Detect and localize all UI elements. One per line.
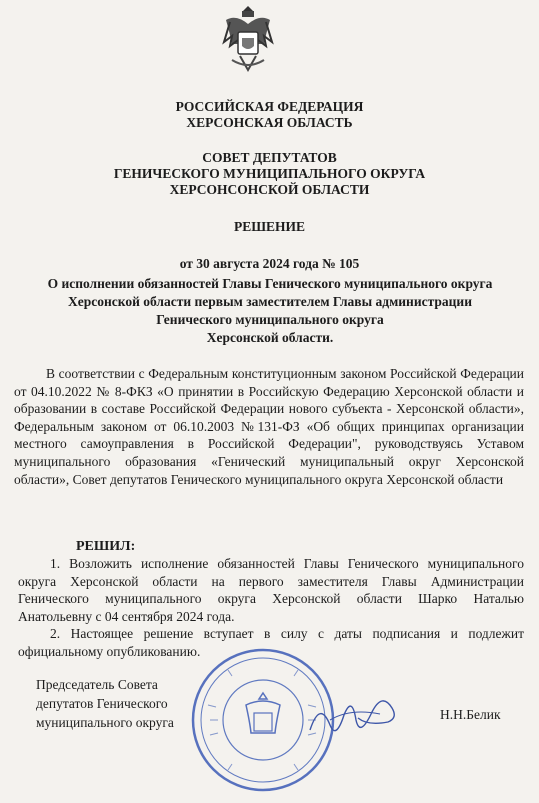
handwritten-signature: [300, 690, 410, 750]
signatory-name: Н.Н.Белик: [440, 707, 501, 722]
resolved-label: РЕШИЛ:: [76, 539, 136, 554]
document-date-number: от 30 августа 2024 года № 105: [179, 256, 360, 271]
signatory-position-line-2: депутатов Генического: [36, 696, 168, 711]
document-type: РЕШЕНИЕ: [233, 219, 306, 234]
preamble-text: В соответствии с Федеральным конституционным законом Российской Федерации от 04.10.2022 № 8-ФКЗ «О принятии в Российскую Федерацию Херсонской области и образовании в составе Российской Федерации нового субъекта - Херсонской области», Федеральным законом от 06.10.2003 №131-ФЗ «Об общих принципах организации местного самоуправления в Российской Федерации", руководствуясь Уставом муниципального образования «Генический муниципальный округ Херсонской области», Совет депутатов Генического муниципального округа Херсонской области: [14, 366, 524, 487]
subject-line-4: Херсонской области.: [206, 330, 334, 345]
resolution-item-2: 2. Настоящее решение вступает в силу с даты подписания и подлежит официальному опубликованию.: [18, 626, 524, 659]
signatory-position: [36, 675, 174, 732]
decision-subject: [20, 275, 520, 347]
country-header: [0, 99, 539, 131]
subject-line-2: Херсонской области первым заместителем Главы администрации: [68, 294, 472, 309]
council-line-2: ГЕНИЧЕСКОГО МУНИЦИПАЛЬНОГО ОКРУГА: [113, 166, 426, 181]
subject-line-3: Генического муниципального округа: [156, 312, 384, 327]
council-line-3: ХЕРСОНСОНСКОЙ ОБЛАСТИ: [169, 182, 370, 197]
subject-line-1: О исполнении обязанностей Главы Генического муниципального округа: [47, 276, 493, 291]
signatory-position-line-3: муниципального округа: [36, 715, 174, 730]
header-line-country: РОССИЙСКАЯ ФЕДЕРАЦИЯ: [175, 99, 364, 114]
council-header: [0, 150, 539, 198]
resolution-item-1: 1. Возложить исполнение обязанностей Главы Генического муниципального округа Херсонской области на первого заместителя Главы Администрации Генического муниципального округа Херсонской области Шарко Наталью Анатольевну с 04 сентября 2024 года.: [18, 556, 524, 624]
council-line-1: СОВЕТ ДЕПУТАТОВ: [202, 150, 337, 165]
preamble: [14, 365, 524, 488]
signatory-position-line-1: Председатель Совета: [36, 677, 158, 692]
header-line-region: ХЕРСОНСКАЯ ОБЛАСТЬ: [186, 115, 353, 130]
coat-of-arms-icon: [218, 2, 278, 74]
